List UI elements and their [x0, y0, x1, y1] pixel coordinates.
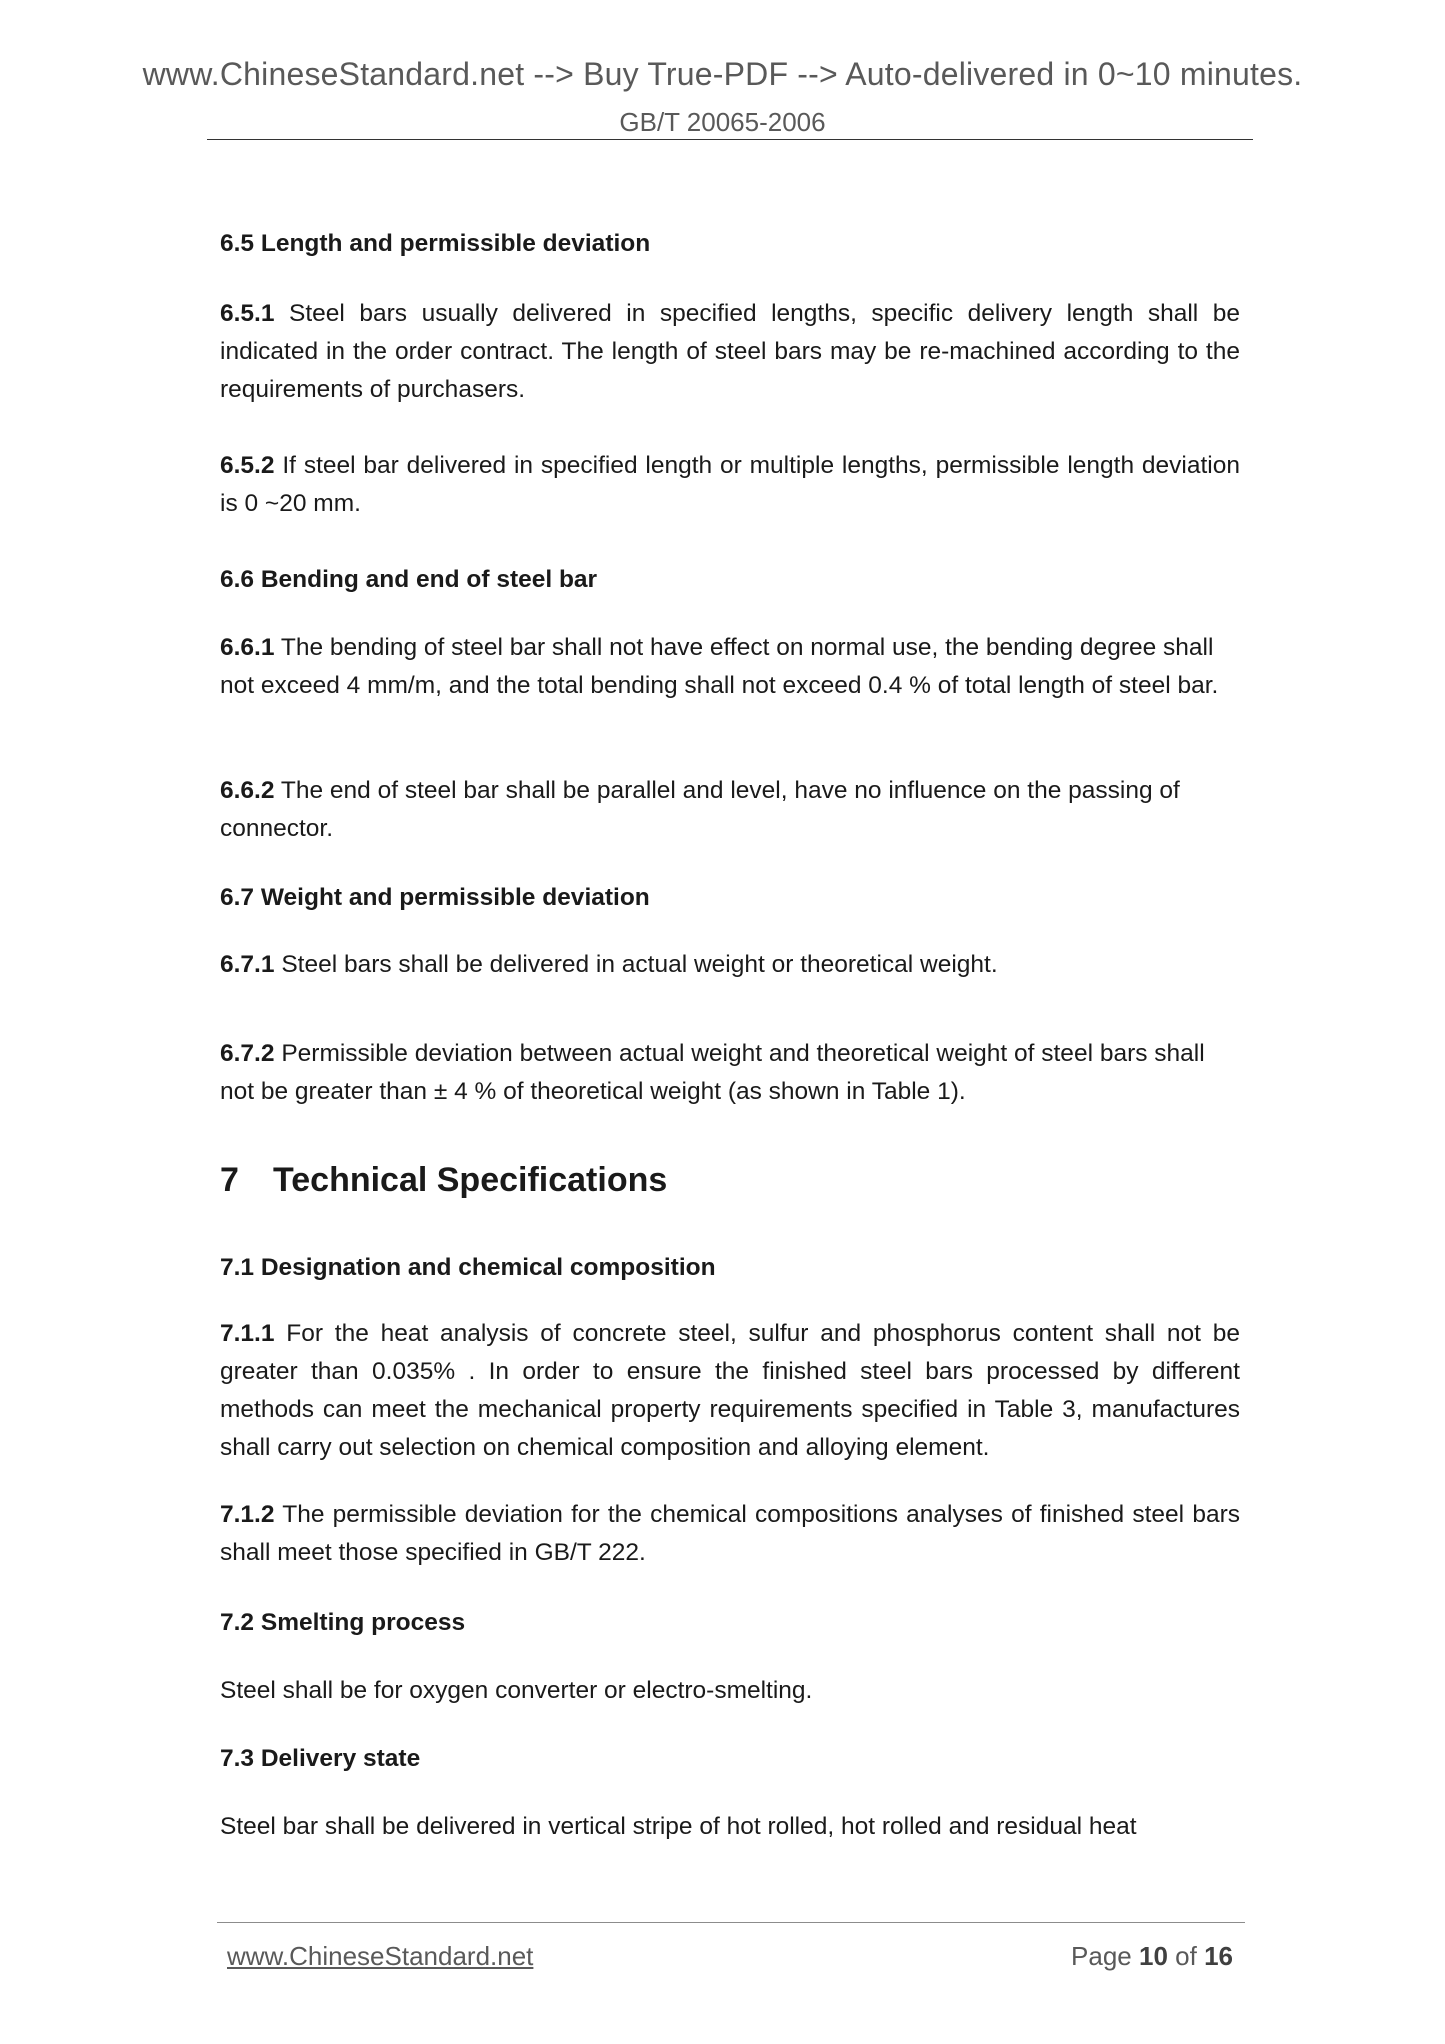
chapter-heading-7	[220, 1160, 667, 1200]
page-prefix: Page	[1071, 1941, 1132, 1971]
header-banner: www.ChineseStandard.net --> Buy True-PDF --> Auto-delivered in 0~10 minutes.	[142, 56, 1303, 92]
clause-text: If steel bar delivered in specified length or multiple lengths, permissible length deviation is 0 ~20 mm.	[220, 452, 1241, 517]
clause-number: 6.7.1	[220, 951, 275, 978]
clause-number: 6.5.2	[220, 452, 275, 479]
section-heading-7-2: 7.2 Smelting process	[220, 1609, 466, 1636]
clause-number: 7.1.2	[220, 1501, 275, 1528]
clause-6-5-1	[220, 295, 1240, 409]
standard-number: GB/T 20065-2006	[619, 107, 826, 137]
clause-7-1-2	[220, 1496, 1240, 1572]
chapter-number: 7	[220, 1161, 239, 1199]
clause-6-7-1	[220, 946, 1240, 984]
clause-6-7-2	[220, 1035, 1240, 1111]
clause-text: Permissible deviation between actual weight and theoretical weight of steel bars shall not be greater than ± 4 % of theoretical weight (as shown in Table 1).	[220, 1040, 1205, 1105]
footer-website-link[interactable]: www.ChineseStandard.net	[227, 1941, 534, 1971]
footer-divider	[217, 1922, 1245, 1923]
header-divider	[207, 139, 1253, 140]
clause-number: 6.7.2	[220, 1040, 275, 1067]
page-of: of	[1175, 1941, 1197, 1971]
chapter-title: Technical Specifications	[273, 1161, 668, 1199]
clause-text: Steel bars shall be delivered in actual weight or theoretical weight.	[281, 951, 998, 978]
clause-6-6-2	[220, 772, 1240, 848]
clause-text: For the heat analysis of concrete steel, sulfur and phosphorus content shall not be greater than 0.035% . In order to ensure the finished steel bars processed by different methods can meet the mechanical property requirements specified in Table 3, manufactures shall carry out selection on chemical composition and alloying element.	[220, 1320, 1240, 1461]
page-total: 16	[1204, 1941, 1233, 1971]
section-heading-7-1: 7.1 Designation and chemical composition	[220, 1254, 716, 1281]
clause-6-6-1	[220, 629, 1240, 705]
clause-7-1-1	[220, 1315, 1240, 1467]
section-heading-6-7: 6.7 Weight and permissible deviation	[220, 884, 650, 911]
section-heading-7-3: 7.3 Delivery state	[220, 1745, 421, 1772]
clause-number: 7.1.1	[220, 1320, 275, 1347]
clause-number: 6.6.1	[220, 634, 275, 661]
clause-text: The permissible deviation for the chemical compositions analyses of finished steel bars shall meet those specified in GB/T 222.	[220, 1501, 1240, 1566]
page-current: 10	[1139, 1941, 1168, 1971]
clause-text: The end of steel bar shall be parallel and level, have no influence on the passing of connector.	[220, 777, 1180, 842]
clause-number: 6.6.2	[220, 777, 275, 804]
section-text-7-2: Steel shall be for oxygen converter or electro-smelting.	[220, 1677, 813, 1704]
clause-text: The bending of steel bar shall not have effect on normal use, the bending degree shall not exceed 4 mm/m, and the total bending shall not exceed 0.4 % of total length of steel bar.	[220, 634, 1219, 699]
clause-6-5-2	[220, 447, 1240, 523]
section-heading-6-6: 6.6 Bending and end of steel bar	[220, 566, 598, 593]
section-heading-6-5: 6.5 Length and permissible deviation	[220, 230, 651, 257]
clause-number: 6.5.1	[220, 300, 275, 327]
clause-text: Steel bars usually delivered in specified lengths, specific delivery length shall be indicated in the order contract. The length of steel bars may be re-machined according to the requirements of purchasers.	[220, 300, 1241, 403]
section-text-7-3: Steel bar shall be delivered in vertical stripe of hot rolled, hot rolled and residual heat	[220, 1813, 1137, 1840]
page-indicator	[1071, 1941, 1233, 1972]
